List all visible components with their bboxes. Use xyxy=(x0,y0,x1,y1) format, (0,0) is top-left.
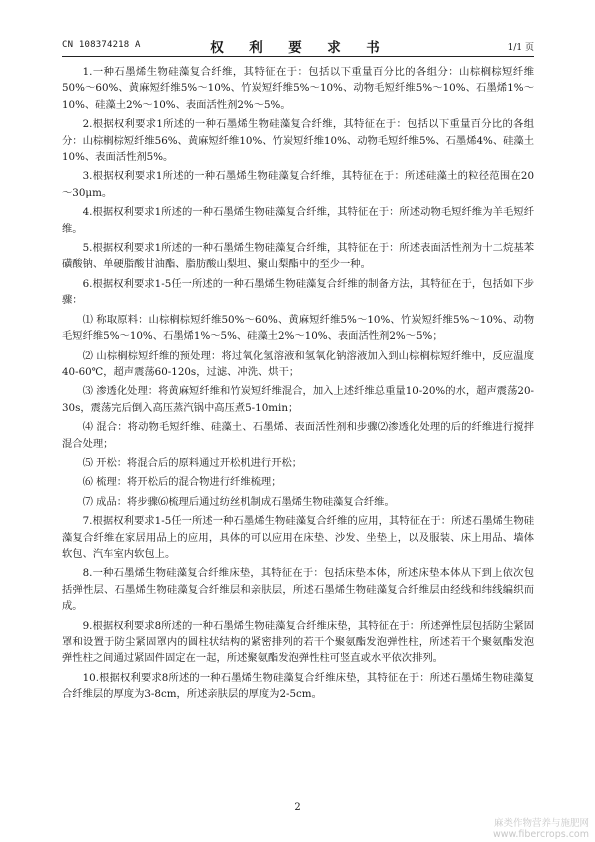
page-number: 2 xyxy=(294,802,301,813)
claim-2: 2.根据权利要求1所述的一种石墨烯生物硅藻复合纤维，其特征在于：包括以下重量百分比的各组分：山棕榈棕短纤维56%、黄麻短纤维10%、竹炭短纤维10%、动物毛短纤维5%、石墨烯4%、硅藻土10%、表面活性剂5%。 xyxy=(62,118,535,164)
claim-6: 6.根据权利要求1-5任一所述的一种石墨烯生物硅藻复合纤维的制备方法，其特征在于，包括如下步骤： xyxy=(62,277,534,307)
claim-9: 9.根据权利要求8所述的一种石墨烯生物硅藻复合纤维床垫，其特征在于：所述弹性层包括防尘紧固罩和设置于防尘紧固罩内的圆柱状结构的紧密排列的若干个聚氨酯发泡弹性柱，所述若干个聚氨酯发泡弹性柱之间通过紧固件固定在一起，所述聚氨酯发泡弹性柱可竖直或水平依次排列。 xyxy=(62,619,534,665)
publication-number: CN 108374218 A xyxy=(62,40,141,50)
claim-6-step-3: ⑶ 渗透化处理：将黄麻短纤维和竹炭短纤维混合，加入上述纤维总重量10-20%的水，超声震荡20-30s，震荡完后倒入高压蒸汽锅中高压煮5-10min； xyxy=(62,385,534,414)
watermark xyxy=(493,818,589,840)
claim-7: 7.根据权利要求1-5任一所述一种石墨烯生物硅藻复合纤维的应用，其特征在于：所述石墨烯生物硅藻复合纤维在家居用品上的应用，具体的可以应用在床垫、沙发、坐垫上，以及服装、床上用品、墙体软包、汽车室内软包上。 xyxy=(62,515,534,560)
claim-6-step-2: ⑵ 山棕榈棕短纤维的预处理：将过氧化氢溶液和氢氧化钠溶液加入到山棕榈棕短纤维中，反应温度40-60℃，超声震荡60-120s，过滤、冲洗、烘干； xyxy=(62,349,534,378)
claim-4: 4.根据权利要求1所述的一种石墨烯生物硅藻复合纤维，其特征在于：所述动物毛短纤维为羊毛短纤维。 xyxy=(62,206,534,235)
claim-6-step-4: ⑷ 混合：将动物毛短纤维、硅藻土、石墨烯、表面活性剂和步骤⑵渗透化处理的后的纤维进行搅拌混合处理； xyxy=(62,421,534,450)
claim-1: 1.一种石墨烯生物硅藻复合纤维，其特征在于：包括以下重量百分比的各组分：山棕榈棕短纤维50%～60%、黄麻短纤维5%～10%、竹炭短纤维5%～10%、动物毛短纤维5%～10%、石墨烯1%～10%、硅藻土2%～10%、表面活性剂2%～5%。 xyxy=(62,66,534,111)
document-header xyxy=(62,36,534,57)
claims-body xyxy=(62,64,534,706)
claim-8: 8.一种石墨烯生物硅藻复合纤维床垫，其特征在于：包括床垫本体，所述床垫本体从下到上依次包括弹性层、石墨烯生物硅藻复合纤维层和亲肤层，所述石墨烯生物硅藻复合纤维层由经线和纬线编织而成。 xyxy=(62,567,534,613)
claim-5: 5.根据权利要求1所述的一种石墨烯生物硅藻复合纤维，其特征在于：所述表面活性剂为十二烷基苯磺酸钠、单硬脂酸甘油酯、脂肪酸山梨坦、聚山梨酯中的至少一种。 xyxy=(62,242,534,271)
claim-3: 3.根据权利要求1所述的一种石墨烯生物硅藻复合纤维，其特征在于：所述硅藻土的粒径范围在20～30μm。 xyxy=(62,170,534,199)
claim-6-step-7: ⑺ 成品：将步骤⑹梳理后通过纺丝机制成石墨烯生物硅藻复合纤维。 xyxy=(82,495,395,508)
document-title: 权 利 要 求 书 xyxy=(210,40,386,56)
claim-10: 10.根据权利要求8所述的一种石墨烯生物硅藻复合纤维床垫，其特征在于：所述石墨烯生物硅藻复合纤维层的厚度为3-8cm，所述亲肤层的厚度为2-5cm。 xyxy=(62,671,534,701)
claim-6-step-5: ⑸ 开松：将混合后的原料通过开松机进行开松； xyxy=(82,456,303,469)
claim-6-step-6: ⑹ 梳理：将开松后的混合物进行纤维梳理； xyxy=(82,476,282,489)
watermark-url: www.fibercrops.com xyxy=(492,829,589,840)
watermark-site-name: 麻类作物营养与施肥网 xyxy=(493,818,589,829)
page-info: 1/1 页 xyxy=(507,43,534,53)
claim-6-step-1: ⑴ 称取原料：山棕榈棕短纤维50%～60%、黄麻短纤维5%～10%、竹炭短纤维5%～10%、动物毛短纤维5%～10%、石墨烯1%～5%、硅藻土2%～10%、表面活性剂2%～5%； xyxy=(62,313,534,343)
